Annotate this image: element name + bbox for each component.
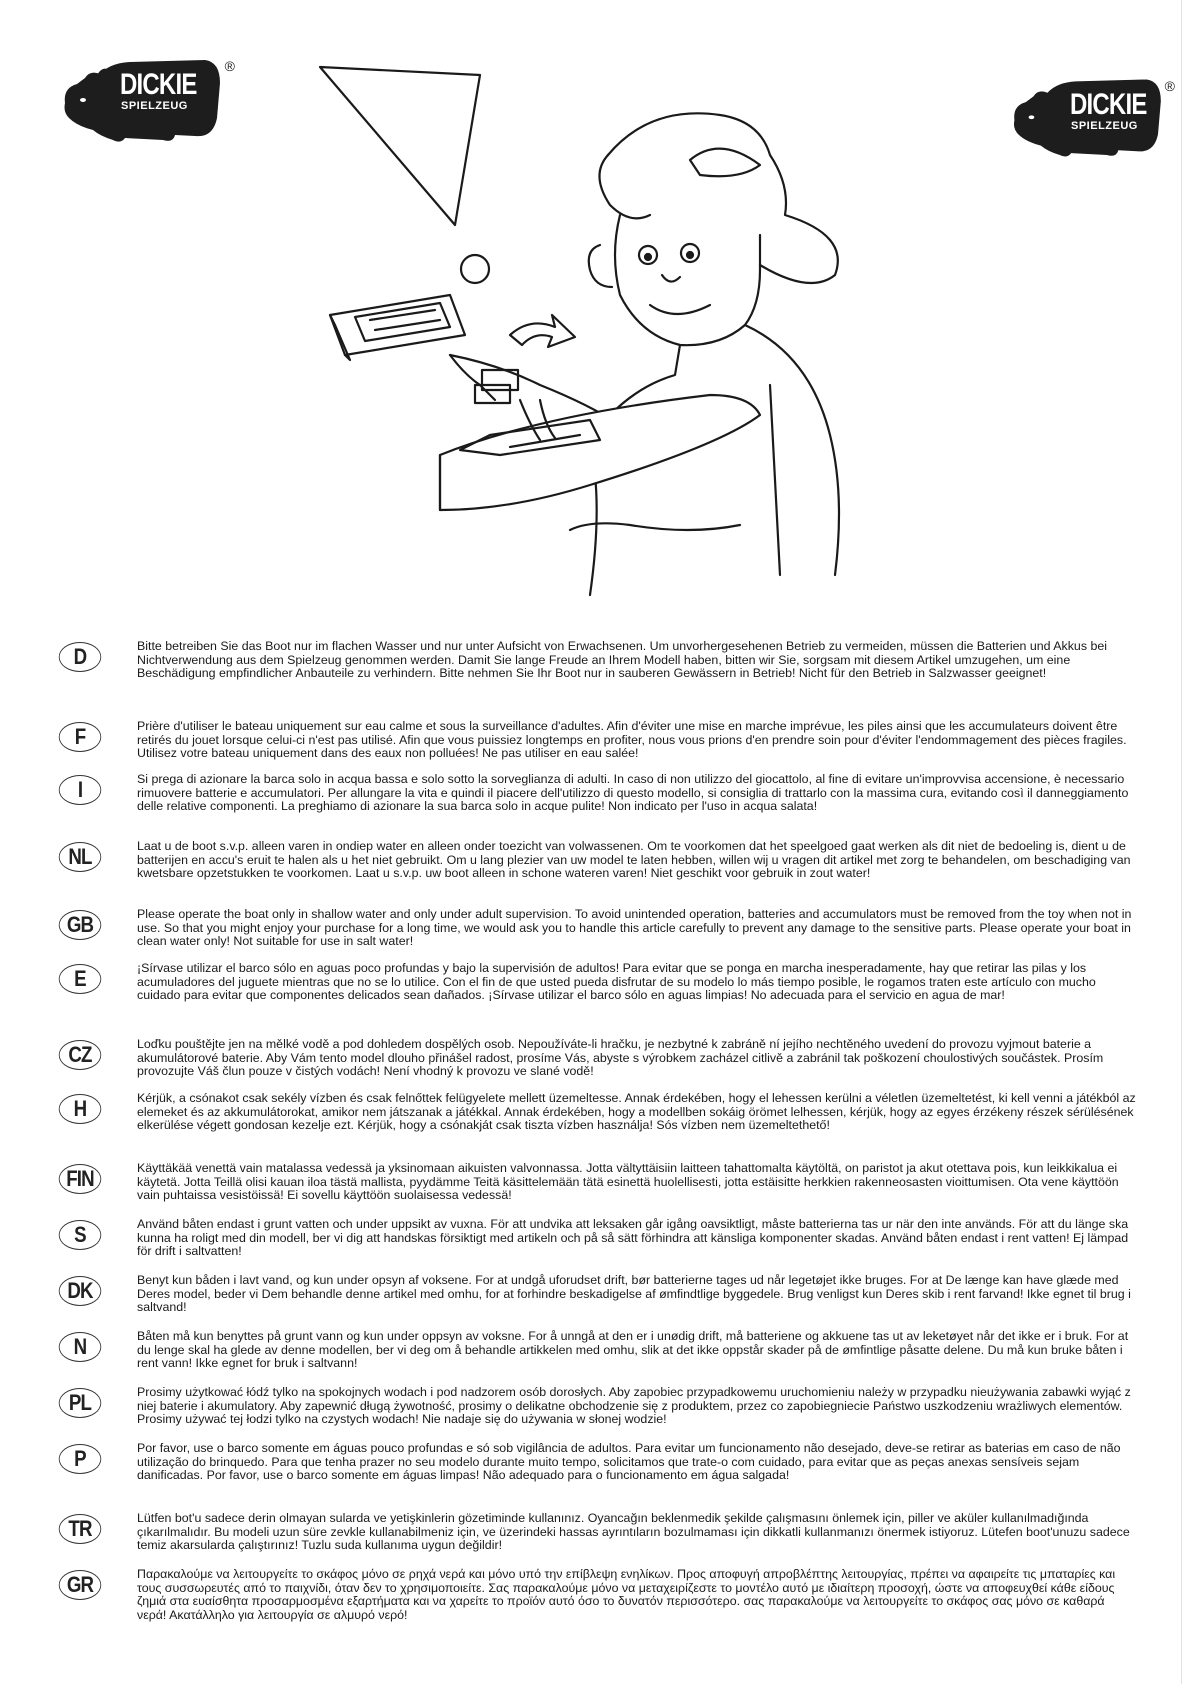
registered-mark: ® <box>224 58 235 74</box>
exclamation-icon <box>320 67 489 283</box>
brand-name: DICKIE <box>1070 88 1147 121</box>
brand-name: DICKIE <box>120 68 197 101</box>
language-badge: F <box>59 722 102 752</box>
language-badge: H <box>59 1094 102 1124</box>
instruction-text: Benyt kun båden i lavt vand, og kun under opsyn af voksene. For at undgå uforudset drift, bør batterierne tages ud når legetøjet ikke bruges. For at De længe kan have glæde med Deres model, beder vi Dem behandle denne artikel med omhu, for at forhindre beskadigelse af ømfindtlige byggedele. Brug venligst kun Deres skib i rent farvand! Ikke egnet til brug i saltvand! <box>137 1273 1131 1315</box>
scan-edge-line <box>1181 0 1182 1684</box>
brand-logo <box>55 48 235 143</box>
language-badge: FIN <box>59 1164 102 1194</box>
instruction-text: Si prega di azionare la barca solo in acqua bassa e solo sotto la sorveglianza di adulti. In caso di non utilizzo del giocattolo, al fine di evitare un'improvvisa accensione, è necessario rimuovere batterie e accumulatori. Per allungare la vita e quindi il piacere dell'utilizzo di questo modello, si consiglia di trattarlo con la massima cura, evitando così il danneggiamento delle relative componenti. La preghiamo di azionare la sua barca solo in acque pulite! Non indicato per l'uso in acqua salata! <box>137 772 1129 814</box>
language-badge: CZ <box>59 1040 102 1070</box>
language-badge: P <box>59 1444 102 1474</box>
language-badge: NL <box>59 842 102 872</box>
instruction-text: Laat u de boot s.v.p. alleen varen in ondiep water en alleen onder toezicht van volwassenen. Om te voorkomen dat het speelgoed gaat werken als dit niet de bedoeling is, dient u de batterijen en accu's eruit te halen als u het niet gebruikt. Om u lang plezier van uw model te laten hebben, willen wij u vragen dit artikel met zorg te behandelen, om beschadiging van kwetsbare opzetstukken te voorkomen. Laat u s.v.p. uw boot alleen in schone wateren varen! Niet geschikt voor gebruik in zout water! <box>137 839 1131 881</box>
brand-logo-right <box>1005 68 1175 158</box>
brand-subtitle: SPIELZEUG <box>1071 120 1138 132</box>
language-badge: GB <box>59 910 102 940</box>
instruction-text: Prière d'utiliser le bateau uniquement sur eau calme et sous la surveillance d'adultes. Afin d'éviter une mise en marche imprévue, les piles ainsi que les accumulateurs doivent être retirés du jouet lorsque celui-ci n'est pas utilisé. Afin que vous puissiez longtemps en profiter, nous vous prions d'en prendre soin pour d'éviter l'endommagement des pièces fragiles. Utilisez votre bateau uniquement dans des eaux non polluées! Ne pas utiliser en eau salée! <box>137 719 1127 761</box>
instruction-text: Lütfen bot'u sadece derin olmayan sularda ve yetişkinlerin gözetiminde kullanınız. Oyancağın beklenmedik şekilde çalışmasını önlemek için, piller ve aküler kullanılmadığında çıkarılmalıdır. Bu modeli uzun süre zevkle kullanabilmeniz için, ve üzerindeki hassas ayrıntıların bozulmaması için dikkatli kullanmanızı önermek istiyoruz. Lütefen boot'unuzu sadece temiz akarsularda çalıştırınız! Tuzlu suda kullanıma uygun değildir! <box>137 1511 1130 1553</box>
language-badge: N <box>59 1332 102 1362</box>
instruction-text: Loďku pouštějte jen na mělké vodě a pod dohledem dospělých osob. Nepoužíváte-li hračku, je nezbytné k zabráně ní jejího nechtěného uvedení do provozu vyjmout baterie a akumulátorové baterie. Aby Vám tento model dlouho přinášel radost, prosíme Vás, abyste s výrobkem zacházel citlivě a zabránil tak poškození choulostivých součástek. Prosím provozujte Váš člun pouze v čistých vodách! Není vhodný k provozu ve slané vodě! <box>137 1037 1104 1079</box>
language-badge: I <box>59 775 102 805</box>
language-badge: E <box>59 964 102 994</box>
language-badge: PL <box>59 1388 102 1418</box>
instruction-text: Παρακαλούμε να λειτουργείτε το σκάφος μόνο σε ρηχά νερά και μόνο υπό την επίβλεψη ενηλίκων. Προς αποφυγή απροβλέπτης λειτουργίας, πρέπει να αφαιρείτε τις μπαταρίες και τους συσσωρευτές από το παιχνίδι, όταν δεν το χρησιμοποιείτε. Σας παρακαλούμε μόνο να μεταχειρίζεστε το μοντέλο αυτό με ιδιαίτερη προσοχή, ώστε να αποφευχθεί κάθε είδους ζημιά στα ευαίσθητα προσαρμοσμένα εξαρτήματα και να χαρείτε το προϊόν αυτό όσο το δυνατόν περισσότερο. σας παρακαλούμε να λειτουργείτε το σκάφος σας μόνο σε καθαρά νερά! Ακατάλληλο για λειτουργία σε αλμυρό νερό! <box>137 1567 1116 1622</box>
instruction-text: Käyttäkää venettä vain matalassa vedessä ja yksinomaan aikuisten valvonnassa. Jotta vältyttäisiin laitteen tahattomalta käytöltä, on paristot ja akut otettava pois, kun leikkikalua ei käytetä. Jotta Teillä olisi kauan iloa tästä mallista, pyydämme Teitä käsittelemään tätä esinettä huolellisesti, jotta estäisitte herkkien rakenneosasten vioittumisen. Ota vene käyttöön vain puhtaissa vesistöissä! Ei sovellu käyttöön suolaisessa vedessä! <box>137 1161 1119 1203</box>
curved-arrow-icon <box>510 315 575 347</box>
boat-icon <box>440 370 760 510</box>
brand-subtitle: SPIELZEUG <box>121 100 188 112</box>
instruction-text: Prosimy użytkować łódź tylko na spokojnych wodach i pod nadzorem osób dorosłych. Aby zapobiec przypadkowemu uruchomieniu należy w przypadku nieużywania zabawki wyjąć z niej baterie i akumulatory. Aby zapewnić długą żywotność, prosimy o delikatne obchodzenie się z produktem, przez co zapobiegniecie Państwo uszkodzeniu wrażliwych elementów. Prosimy używać tej łodzi tylko na czystych wodach! Nie nadaje się do używania w słonej wodzie! <box>137 1385 1131 1427</box>
instruction-illustration <box>290 55 940 625</box>
language-badge: S <box>59 1220 102 1250</box>
language-badge: TR <box>59 1514 102 1544</box>
boy-figure <box>450 113 839 595</box>
instruction-text: Please operate the boat only in shallow water and only under adult supervision. To avoid unintended operation, batteries and accumulators must be removed from the toy when not in use. So that you might enjoy your purchase for a long time, we would ask you to handle this article carefully to prevent any damage to the sensitive parts. Please operate your boat in clean water only! Not suitable for use in salt water! <box>137 907 1132 949</box>
instruction-text: Bitte betreiben Sie das Boot nur im flachen Wasser und nur unter Aufsicht von Erwachsenen. Um unvorhergesehenen Betrieb zu vermeiden, müssen die Batterien und Akkus bei Nichtverwendung aus dem Spielzeug genommen werden. Damit Sie lange Freude an Ihrem Modell haben, bitten wir Sie, sorgsam mit diesem Artikel umzugehen, um eine Beschädigung empfindlicher Anbauteile zu verhindern. Bitte nehmen Sie Ihr Boot nur in sauberen Gewässern in Betrieb! Nicht für den Betrieb in Salzwasser geeignet! <box>137 639 1107 681</box>
registered-mark: ® <box>1164 78 1175 94</box>
language-badge: D <box>59 642 102 672</box>
instruction-text: ¡Sírvase utilizar el barco sólo en aguas poco profundas y bajo la supervisión de adultos! Para evitar que se ponga en marcha inesperadamente, hay que retirar las pilas y los acumuladores del juguete mientras que no se lo utilice. Con el fin de que usted pueda disfrutar de su modelo lo más tiempo posible, le rogamos traten este artículo con mucho cuidado para evitar que componentes delicados sean dañados. ¡Sírvase utilizar el barco sólo en aguas limpias! No adecuada para el servicio en agua de mar! <box>137 961 1096 1003</box>
language-badge: DK <box>59 1276 102 1306</box>
instruction-text: Använd båten endast i grunt vatten och under uppsikt av vuxna. För att undvika att leksaken går igång oavsiktligt, måste batterierna tas ur när den inte används. För att du länge ska kunna ha roligt med din modell, ber vi dig att handskas försiktigt med artikeln och på så sätt förhindra att känsliga komponenter skadas. Använd båten endast i rent vatten! Ej lämpad för drift i saltvatten! <box>137 1217 1129 1259</box>
instruction-text: Kérjük, a csónakot csak sekély vízben és csak felnőttek felügyelete mellett üzemeltesse. Annak érdekében, hogy el lehessen kerülni a véletlen üzemeltetést, ki kell venni a játékból az elemeket és az akkumulátorokat, amikor nem játszanak a játékkal. Annak érdekében, hogy a modellben sokáig örömet lelhessen, kérjük, hogy az egyes érzékeny részek sérülésének elkerülése végett gondosan kezelje ezt. Kérjük, hogy a csónakját csak tiszta vízben használja! Sós vízben nem üzemeltethető! <box>137 1091 1136 1133</box>
instruction-text: Båten må kun benyttes på grunt vann og kun under oppsyn av voksne. For å unngå at den er i unødig drift, må batteriene og akkuene tas ut av leketøyet når det ikke er i bruk. For at du lenge skal ha glede av denne modellen, ber vi deg om å behandle artikkelen med omhu, slik at det ikke oppstår skader på de ømfintlige påsatte delene. Du må kun bruke båten i rent vann! Ikke egnet for bruk i saltvann! <box>137 1329 1129 1371</box>
instruction-text: Por favor, use o barco somente em águas pouco profundas e só sob vigilância de adultos. Para evitar um funcionamento não desejado, deve-se retirar as baterias em caso de não utilização do brinquedo. Para que tenha prazer no seu modelo durante muito tempo, solicitamos que trate-o com cuidado, para evitar que as peças anexas sensíveis sejam danificadas. Por favor, use o barco somente em águas limpas! Não adequado para o funcionamento em água salgada! <box>137 1441 1121 1483</box>
language-badge: GR <box>59 1570 102 1600</box>
